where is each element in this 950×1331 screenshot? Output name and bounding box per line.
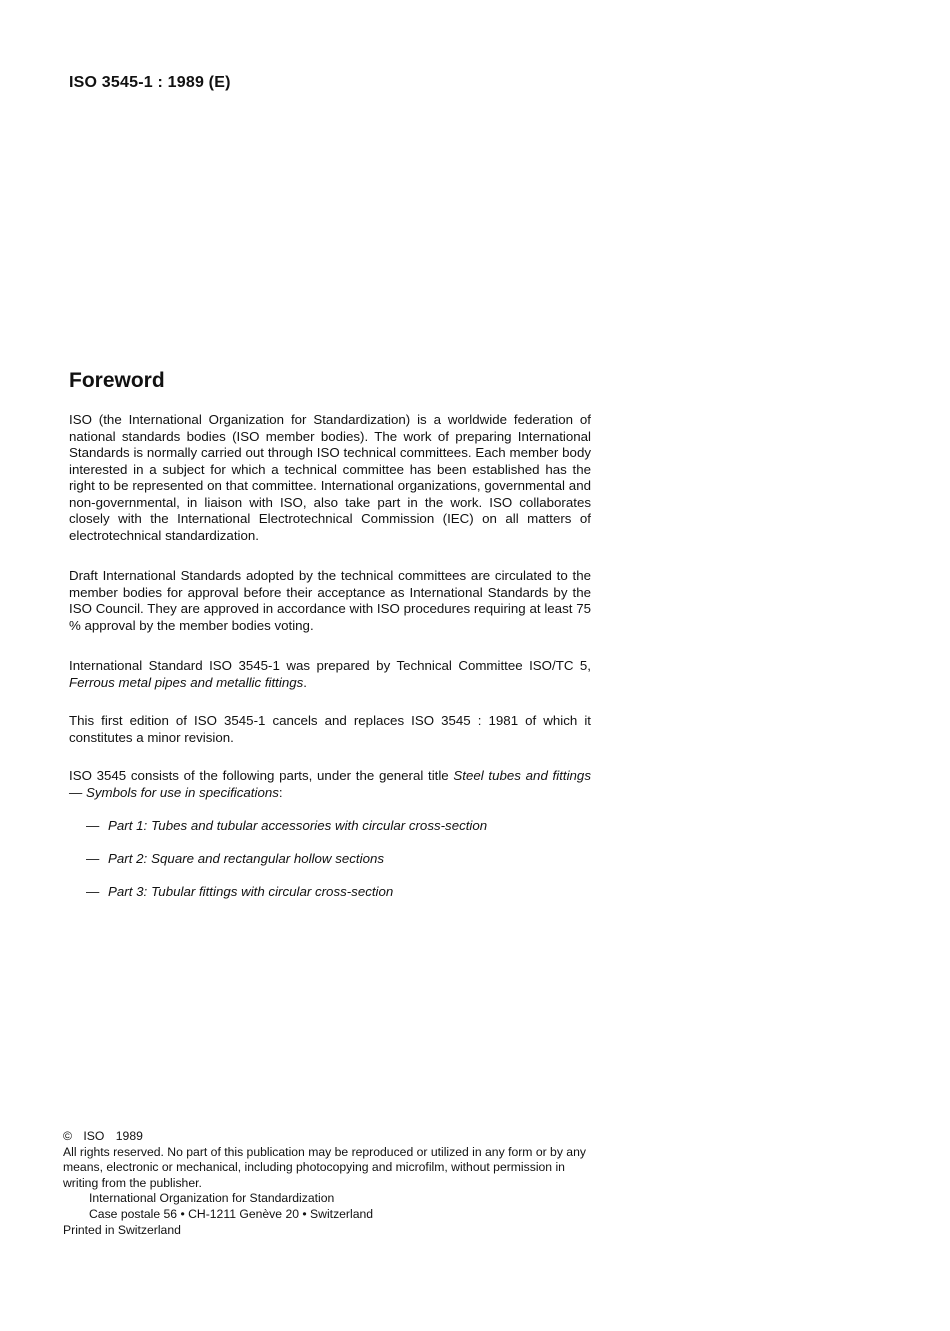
part-title: Square and rectangular hollow sections <box>151 851 385 866</box>
publisher-address: Case postale 56 • CH-1211 Genève 20 • Switzerland <box>89 1206 374 1221</box>
parts-intro-text: ISO 3545 consists of the following parts, under the general title <box>69 768 454 783</box>
copyright-year: 1989 <box>115 1129 143 1143</box>
part-label: Part 2: <box>108 851 148 866</box>
part-label: Part 3: <box>108 884 148 899</box>
printed-in: Printed in Switzerland <box>63 1222 181 1237</box>
copyright-line <box>63 1129 588 1145</box>
list-item <box>69 884 609 917</box>
rights-statement: All rights reserved. No part of this publication may be reproduced or utilized in any form or by any means, electronic or mechanical, including photocopying and microfilm, without permission in writing from the publisher. <box>63 1144 586 1190</box>
list-item <box>69 818 609 851</box>
paragraph-parts-intro <box>69 768 591 801</box>
section-title: Foreword <box>69 369 165 392</box>
parts-list <box>69 818 609 917</box>
prepared-by-text: International Standard ISO 3545-1 was prepared by Technical Committee ISO/TC 5, <box>69 658 591 673</box>
copyright-footer <box>63 1129 588 1238</box>
paragraph-iso-intro: ISO (the International Organization for Standardization) is a worldwide federation of national standards bodies (ISO member bodies). The work of preparing International Standards is normally carried out through ISO technical committees. Each member body interested in a subject for which a technical committee has been established has the right to be represented on that committee. International organizations, governmental and non-governmental, in liaison with ISO, also take part in the work. ISO collaborates closely with the International Electrotechnical Commission (IEC) on all matters of electrotechnical standardization. <box>69 412 591 543</box>
list-item <box>69 851 609 884</box>
publisher-name: International Organization for Standardization <box>89 1191 335 1206</box>
parts-intro-end: : <box>278 784 283 800</box>
copyright-icon: © <box>63 1129 72 1143</box>
part-title: Tubes and tubular accessories with circular cross-section <box>151 818 488 833</box>
prepared-by-end: . <box>303 674 307 690</box>
list-dash: — <box>86 851 100 866</box>
list-dash: — <box>86 818 100 833</box>
committee-title: Ferrous metal pipes and metallic fittings <box>69 674 304 690</box>
paragraph-prepared-by <box>69 658 591 691</box>
paragraph-draft-standards: Draft International Standards adopted by the technical committees are circulated to the member bodies for approval before their acceptance as International Standards by the ISO Council. They are approved in accordance with ISO procedures requiring at least 75 % approval by the member bodies voting. <box>69 568 591 633</box>
general-title: Steel tubes and fittings — Symbols for use in specifications <box>69 768 591 800</box>
list-dash: — <box>86 884 100 899</box>
document-id: ISO 3545-1 : 1989 (E) <box>69 74 231 91</box>
part-title: Tubular fittings with circular cross-section <box>151 884 394 899</box>
part-label: Part 1: <box>108 818 148 833</box>
paragraph-edition: This first edition of ISO 3545-1 cancels and replaces ISO 3545 : 1981 of which it constitutes a minor revision. <box>69 713 591 745</box>
copyright-org: ISO <box>83 1129 105 1143</box>
